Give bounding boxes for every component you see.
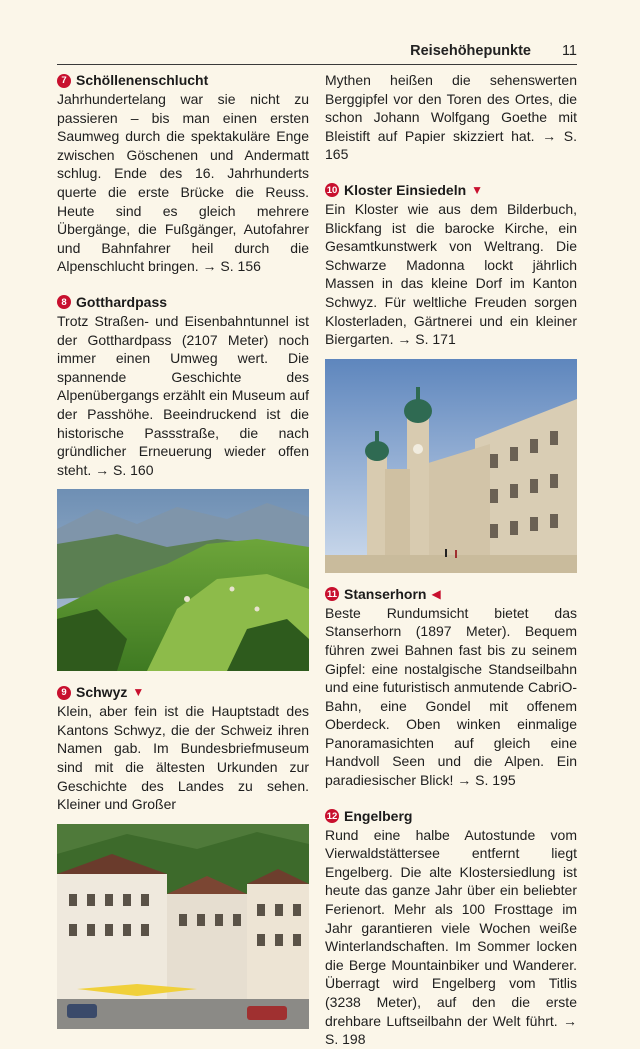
entry-number-badge: 7 bbox=[57, 74, 71, 88]
entry-title: Schwyz bbox=[76, 684, 128, 701]
page-number: 11 bbox=[561, 43, 577, 59]
entry-text: Ein Kloster wie aus dem Bilderbuch, Blickfang ist die barocke Kirche, ein Gesamtkunstwerk von Weltrang. Die Schwarze Madonna lockt jährlich Massen in das kleine Dorf im Kanton Schwyz. Für weltliche Freuden sorgen Klosterladen, Gärtnerei und ein kleiner Biergarten. → S. 171 bbox=[325, 200, 577, 348]
entry-gotthardpass bbox=[57, 293, 309, 479]
photo-kloster-einsiedeln bbox=[325, 359, 577, 573]
map-marker-left-icon: ◀ bbox=[431, 586, 441, 601]
entry-title: Stanserhorn bbox=[344, 585, 427, 602]
entry-number-badge: 10 bbox=[326, 184, 338, 196]
entry-schoellenenschlucht bbox=[57, 71, 309, 276]
entry-text-continued: Mythen heißen die sehenswerten Berggipfel vor den Toren des Ortes, die schon Johann Wolfgang Goethe mit Bleistift auf Papier skizziert hat. → S. 165 bbox=[325, 72, 577, 163]
entry-heading bbox=[57, 683, 309, 702]
photo-schwyz-town bbox=[57, 824, 309, 1029]
entry-kloster-einsiedeln bbox=[325, 181, 577, 349]
entry-number-badge: 11 bbox=[326, 588, 338, 600]
entry-title: Gotthardpass bbox=[76, 293, 168, 310]
entry-text: Trotz Straßen- und Eisenbahntunnel ist der Gotthardpass (2107 Meter) noch immer einen Umweg wert. Die spannende Geschichte des Alpenübergangs erzählt ein Museum auf der Passhöhe. Beeindruckend ist die historische Passstraße, die nach gründlicher Erneuerung wieder offen steht. → S. 160 bbox=[57, 312, 309, 478]
entry-stanserhorn bbox=[325, 585, 577, 790]
entry-title: Engelberg bbox=[344, 807, 413, 824]
section-title: Reisehöhepunkte bbox=[410, 43, 531, 59]
entry-number-badge: 8 bbox=[57, 295, 71, 309]
entry-heading bbox=[57, 293, 309, 312]
entry-text: Klein, aber fein ist die Hauptstadt des Kantons Schwyz, die der Schweiz ihren Namen gab. Im Bundesbriefmuseum sind mit die ältesten Urkunden zur Geschichte des Landes zu sehen. Kleiner und Großer bbox=[57, 703, 309, 813]
right-column bbox=[325, 71, 577, 1049]
entry-number-badge: 9 bbox=[57, 686, 71, 700]
entry-engelberg bbox=[325, 807, 577, 1049]
running-header bbox=[57, 40, 577, 65]
entry-schwyz bbox=[57, 683, 309, 814]
entry-heading bbox=[325, 181, 577, 200]
entry-text: Beste Rundumsicht bietet das Stanserhorn (1897 Meter). Bequem führen zwei Bahnen fast bis zu seinem Gipfel: eine nostalgische Standseilbahn und eine futuristisch anmutende CabriO-Bahn, eine Gondel mit offenem Oberdeck. Oben winken einmalige Panoramasichten auf gleich eine Handvoll Seen und die Alpen. Ein paradiesischer Blick! → S. 195 bbox=[325, 604, 577, 789]
entry-heading bbox=[57, 71, 309, 90]
map-marker-down-icon: ▼ bbox=[471, 182, 484, 197]
entry-text: Rund eine halbe Autostunde vom Vierwaldstättersee entfernt liegt Engelberg. Die alte Klostersiedlung ist heute das ganze Jahr über ein beliebter Ferienort. Mehr als 100 Frosttage im Jahr garantieren viele Wochen weiße Winterlandschaften. Im Sommer locken die Berge Mountainbiker und Wanderer. Überragt wird Engelberg vom Titlis (3238 Meter), auf den die erste drehbare Luftseilbahn der Welt führt. → S. 198 bbox=[325, 826, 577, 1048]
entry-heading bbox=[325, 807, 577, 826]
photo-alpine-valley bbox=[57, 489, 309, 671]
entry-title: Schöllenenschlucht bbox=[76, 72, 209, 88]
left-column bbox=[57, 71, 309, 1041]
entry-heading bbox=[325, 585, 577, 604]
entry-title: Kloster Einsiedeln bbox=[344, 181, 467, 198]
map-marker-down-icon: ▼ bbox=[132, 685, 145, 700]
entry-text: Jahrhundertelang war sie nicht zu passieren – bis man einen ersten Saumweg durch die spektakuläre Enge zwischen Göschenen und Andermatt schlug. Ende des 16. Jahrhunderts querte die erste Brücke die Reuss. Heute sind es gleich mehrere Übergänge, die Fußgänger, Autofahrer und Bahnfahrer heil durch die Alpenschlucht bringen. → S. 156 bbox=[57, 91, 309, 275]
entry-number-badge: 12 bbox=[326, 810, 338, 822]
